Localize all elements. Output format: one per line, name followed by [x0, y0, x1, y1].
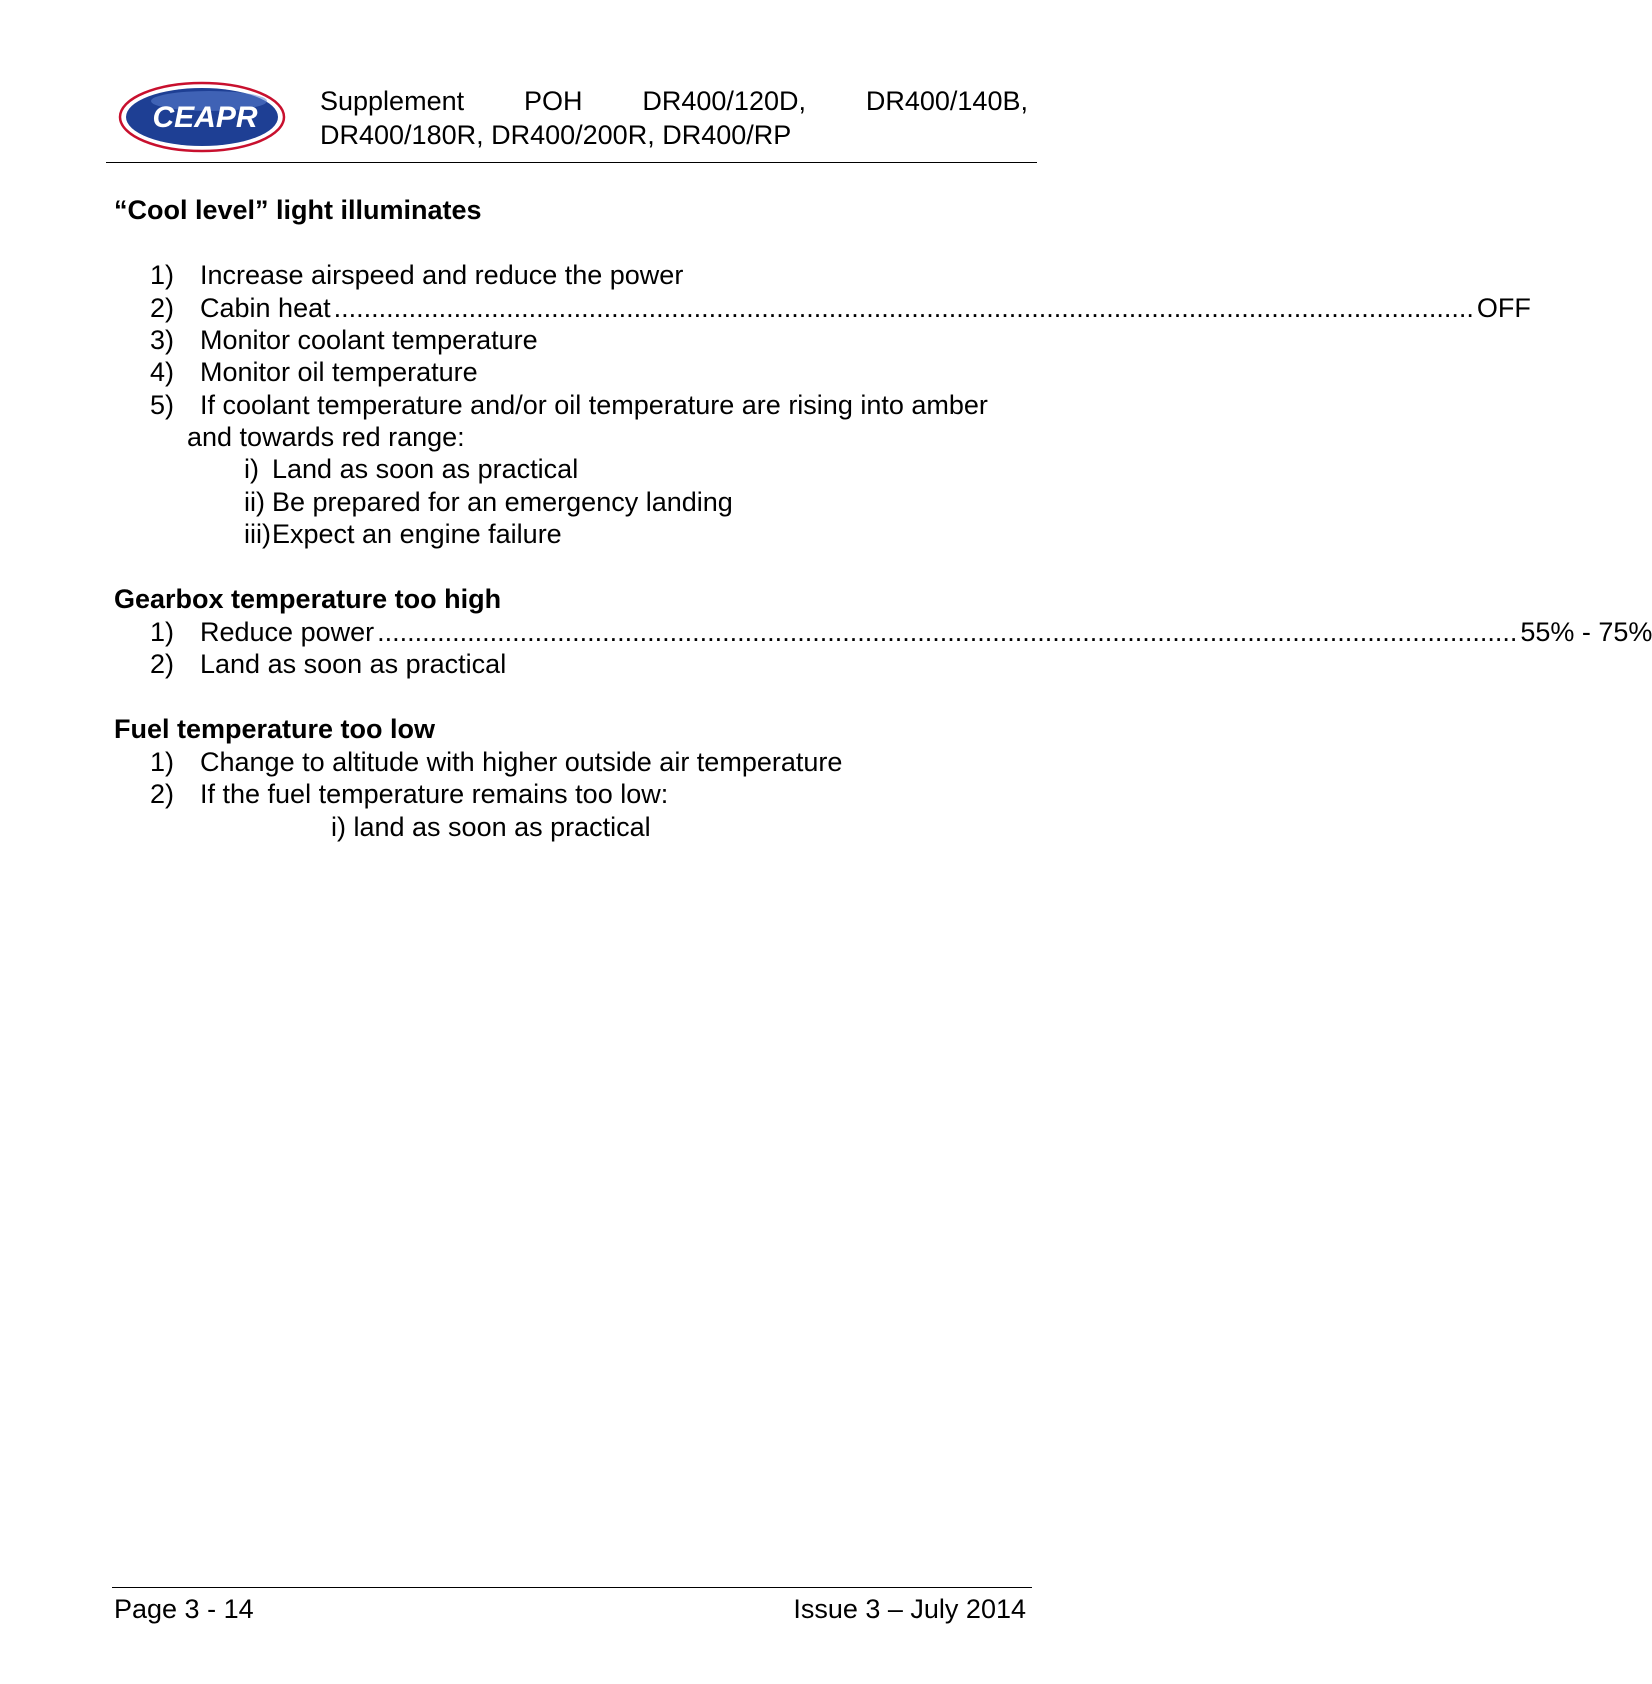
sub-list-item: ii) Be prepared for an emergency landing	[244, 487, 733, 517]
item-label: Cabin heat	[200, 293, 331, 323]
page-number: Page 3 - 14	[114, 1594, 254, 1624]
item-value: OFF	[1476, 293, 1531, 323]
header-word: DR400/120D,	[642, 86, 806, 116]
ceapr-logo	[117, 79, 287, 155]
header-word: Supplement	[320, 86, 465, 116]
dot-leader-line	[200, 292, 1531, 324]
dot-leader: ........................................................................................................................................................	[333, 293, 1474, 323]
section-heading-gearbox: Gearbox temperature too high	[114, 584, 502, 614]
sub-list-item: i) land as soon as practical	[331, 812, 651, 842]
header-word: POH	[523, 86, 583, 116]
list-item-continuation: and towards red range:	[187, 422, 465, 452]
section-heading-cool-level: “Cool level” light illuminates	[114, 195, 482, 225]
header-word: DR400/140B,	[865, 86, 1028, 116]
issue-date: Issue 3 – July 2014	[793, 1594, 1026, 1624]
dot-leader-line	[200, 616, 1652, 648]
sub-list-item: iii)Expect an engine failure	[244, 519, 562, 549]
item-label: Reduce power	[200, 617, 375, 647]
document-header-title	[320, 84, 1028, 152]
item-value: 55% - 75%	[1520, 617, 1652, 647]
sub-list-item: i) Land as soon as practical	[244, 454, 579, 484]
dot-leader: ........................................................................................................................................................	[377, 617, 1518, 647]
section-heading-fuel: Fuel temperature too low	[114, 714, 436, 744]
header-line-2: DR400/180R, DR400/200R, DR400/RP	[320, 120, 792, 150]
header-divider	[106, 162, 1037, 163]
logo-text: CEAPR	[152, 101, 258, 134]
footer-divider	[112, 1587, 1032, 1588]
